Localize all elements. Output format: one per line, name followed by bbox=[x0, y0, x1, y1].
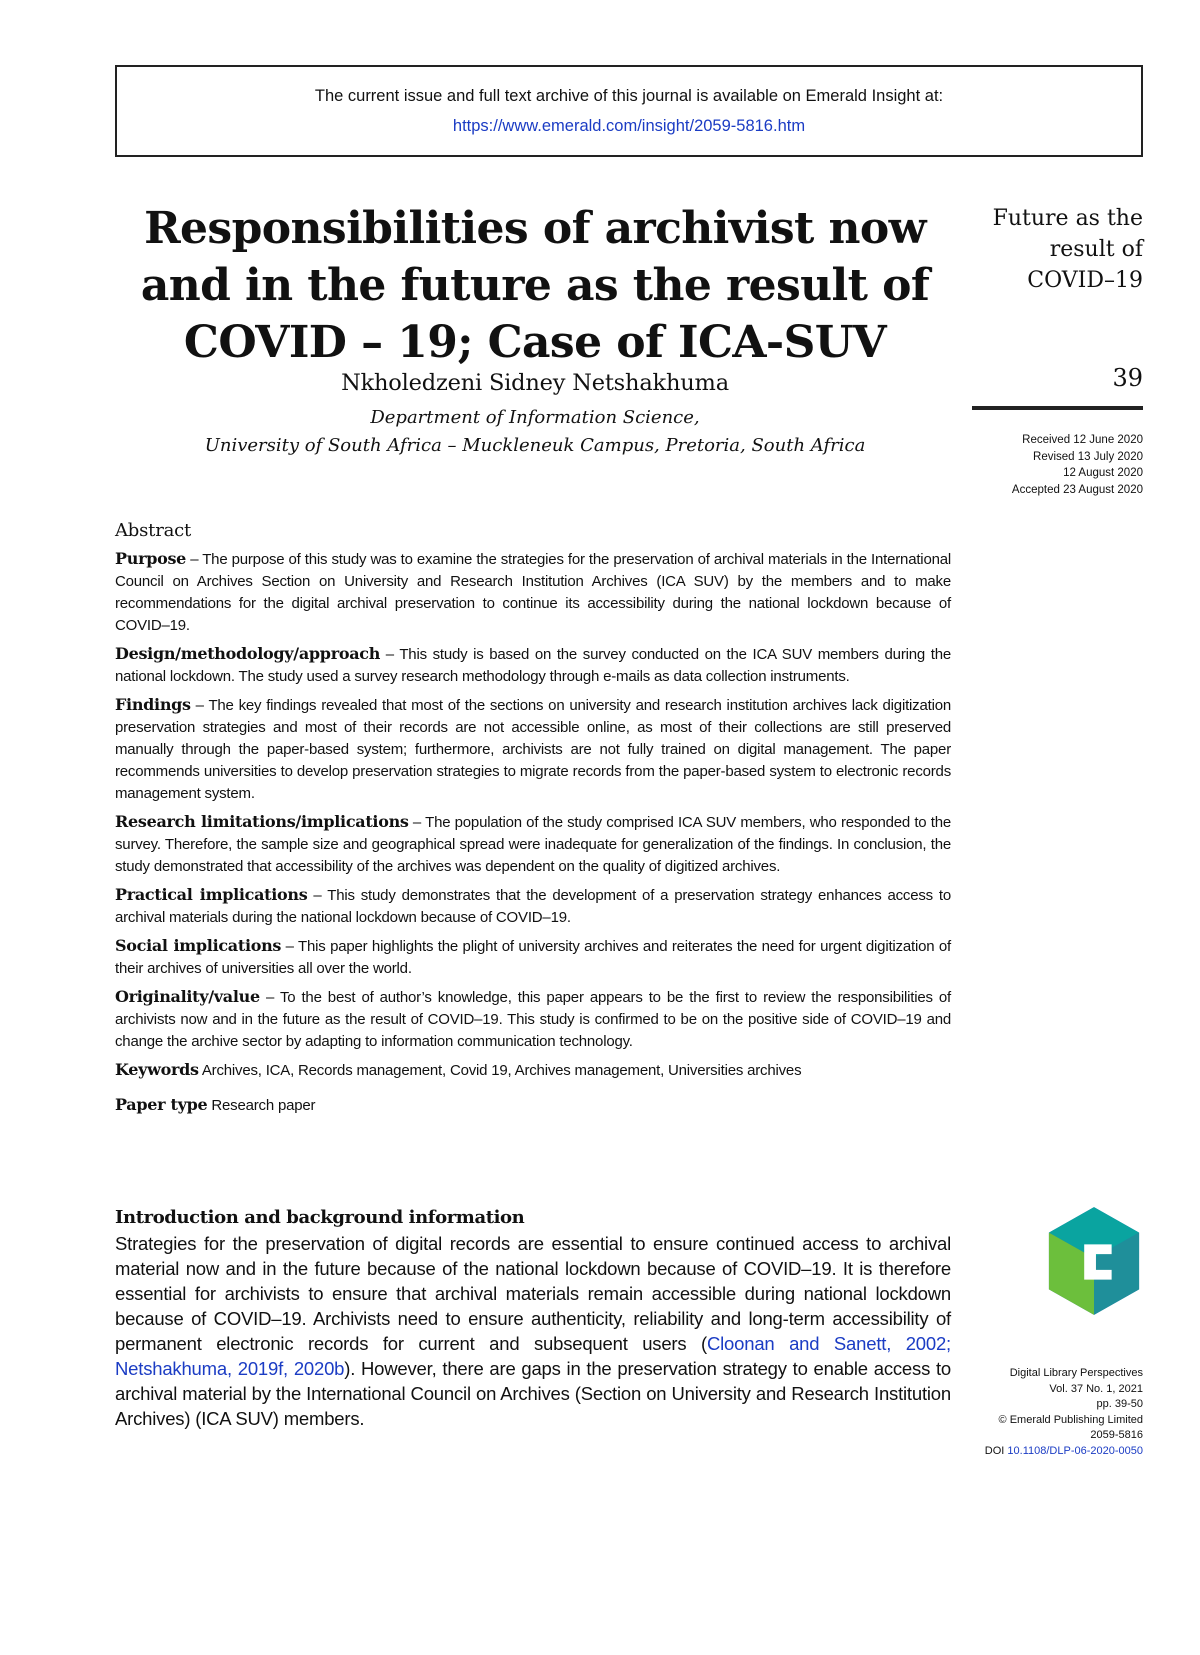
abstract-label: Originality/value bbox=[115, 987, 260, 1006]
author-name: Nkholedzeni Sidney Netshakhuma bbox=[341, 370, 729, 396]
article-history-dates bbox=[960, 432, 1143, 498]
page-number: 39 bbox=[1112, 364, 1143, 392]
revised-date-2: 12 August 2020 bbox=[1063, 467, 1143, 479]
abstract bbox=[115, 520, 951, 1123]
keywords-label: Keywords bbox=[115, 1060, 199, 1079]
doi bbox=[960, 1444, 1143, 1460]
abstract-section-purpose: Purpose – The purpose of this study was to examine the strategies for the preservation of archival materials in the International Council on Archives Section on University and Research Institution Archives (ICA SUV) by the members and to make recommendations for the digital archival preservation to continue its accessibility during the national lockdown because of COVID–19. bbox=[115, 549, 951, 634]
journal-name: Digital Library Perspectives bbox=[1009, 1367, 1143, 1379]
running-head-line: result of bbox=[1049, 237, 1143, 262]
abstract-text: The population of the study comprised ICA SUV members, who responded to the survey. Therefore, the sample size and geographical spread were inadequate for generalization of the findings. In conclusion, the study demonstrated that accessibility of the archives was dependent on the quality of digitized archives. bbox=[115, 814, 951, 875]
abstract-label: Social implications bbox=[115, 936, 282, 955]
section-heading: Introduction and background information bbox=[115, 1207, 525, 1228]
journal-information bbox=[960, 1366, 1143, 1459]
journal-availability-notice bbox=[115, 65, 1143, 157]
notice-text: The current issue and full text archive of this journal is available on Emerald Insight at: bbox=[314, 87, 944, 105]
abstract-text: This paper highlights the plight of university archives and reiterates the need for urgent digitization of their archives of universities all over the world. bbox=[115, 938, 951, 977]
sidebar-divider bbox=[972, 406, 1143, 410]
abstract-text: The purpose of this study was to examine the strategies for the preservation of archival materials in the International Council on Archives Section on University and Research Institution Archives (ICA SUV) by the members and to make recommendations for the digital archival preservation to continue its accessibility during the national lockdown because of COVID–19. bbox=[115, 551, 951, 634]
citation-link[interactable]: Cloonan and Sanett, 2002; Netshakhuma, 2019f, 2020b bbox=[115, 1333, 952, 1379]
paper-type-text: Research paper bbox=[211, 1097, 316, 1114]
emerald-logo-icon bbox=[1045, 1205, 1143, 1317]
introduction-section bbox=[115, 1205, 951, 1431]
abstract-text: The key findings revealed that most of the sections on university and research institution archives lack digitization preservation strategies and most of their records are not accessible online, as most of their collections are still preserved manually through the paper-based system; furthermore, archivists are not fully trained on digital management. The paper recommends universities to develop preservation strategies to migrate records from the paper-based system to electronic records management system. bbox=[115, 697, 951, 802]
paper-title: Responsibilities of archivist now and in the future as the result of COVID – 19; Case of ICA-SUV bbox=[140, 203, 930, 368]
received-date: Received 12 June 2020 bbox=[1022, 434, 1143, 446]
abstract-section-social: Social implications – This paper highlights the plight of university archives and reiterates the need for urgent digitization of their archives of universities all over the world. bbox=[115, 936, 951, 977]
body-paragraph: Strategies for the preservation of digital records are essential to ensure continued access to archival material now and in the future because of the national lockdown because of COVID–19. It is therefore essential for archivists to ensure that archival materials remain accessible during national lockdown because of COVID–19. Archivists need to ensure authenticity, reliability and long-term accessibility of permanent electronic records for current and subsequent users (Cloonan and Sanett, 2002; Netshakhuma, 2019f, 2020b). However, there are gaps in the preservation strategy to enable access to archival material by the International Council on Archives (Section on University and Research Institution Archives) (ICA SUV) members. bbox=[115, 1233, 952, 1429]
abstract-text: This study is based on the survey conducted on the ICA SUV members during the national lockdown. The study used a survey research methodology through e-mails as data collection instruments. bbox=[115, 646, 951, 685]
abstract-label: Design/methodology/approach bbox=[115, 644, 381, 663]
publisher: © Emerald Publishing Limited bbox=[998, 1413, 1143, 1426]
abstract-section-findings: Findings – The key findings revealed that most of the sections on university and research institution archives lack digitization preservation strategies and most of their records are not accessible online, as most of their collections are still preserved manually through the paper-based system; furthermore, archivists are not fully trained on digital management. The paper recommends universities to develop preservation strategies to migrate records from the paper-based system to electronic records management system. bbox=[115, 695, 951, 802]
abstract-label: Practical implications bbox=[115, 885, 308, 904]
abstract-label: Findings bbox=[115, 695, 191, 714]
journal-pages: pp. 39-50 bbox=[1096, 1398, 1143, 1410]
abstract-text: To the best of author’s knowledge, this paper appears to be the first to review the responsibilities of archivists now and in the future as the result of COVID–19. This study is confirmed to be on the positive side of COVID–19 and change the archive sector by adapting to information communication technology. bbox=[115, 989, 952, 1050]
paper-type-label: Paper type bbox=[115, 1095, 208, 1114]
abstract-section-practical: Practical implications – This study demonstrates that the development of a preservation strategy enhances access to archival materials during the national lockdown because of COVID–19. bbox=[115, 885, 952, 926]
affiliation-department: Department of Information Science, bbox=[370, 407, 700, 428]
abstract-label: Research limitations/implications bbox=[115, 812, 409, 831]
journal-link[interactable]: https://www.emerald.com/insight/2059-5816.htm bbox=[452, 117, 806, 135]
abstract-text: This study demonstrates that the development of a preservation strategy enhances access to archival materials during the national lockdown because of COVID–19. bbox=[115, 887, 952, 926]
paper-type bbox=[115, 1094, 951, 1117]
revised-date: Revised 13 July 2020 bbox=[1033, 450, 1143, 463]
doi-link[interactable]: 10.1108/DLP-06-2020-0050 bbox=[1007, 1444, 1143, 1457]
running-head bbox=[960, 203, 1143, 296]
abstract-section-design: Design/methodology/approach – This study is based on the survey conducted on the ICA SUV members during the national lockdown. The study used a survey research methodology through e-mails as data collection instruments. bbox=[115, 644, 951, 685]
keywords bbox=[115, 1059, 951, 1082]
issn: 2059-5816 bbox=[1090, 1429, 1143, 1441]
abstract-heading: Abstract bbox=[115, 520, 192, 541]
abstract-section-originality: Originality/value – To the best of author’s knowledge, this paper appears to be the first to review the responsibilities of archivists now and in the future as the result of COVID–19. This study is confirmed to be on the positive side of COVID–19 and change the archive sector by adapting to information communication technology. bbox=[115, 987, 952, 1050]
running-head-line: Future as the bbox=[992, 206, 1143, 231]
journal-volume: Vol. 37 No. 1, 2021 bbox=[1049, 1382, 1143, 1395]
accepted-date: Accepted 23 August 2020 bbox=[1011, 483, 1143, 496]
keywords-text: Archives, ICA, Records management, Covid 19, Archives management, Universities archives bbox=[201, 1062, 802, 1079]
author-affiliation bbox=[120, 404, 950, 460]
abstract-section-limitations: Research limitations/implications – The population of the study comprised ICA SUV members, who responded to the survey. Therefore, the sample size and geographical spread were inadequate for generalization of the findings. In conclusion, the study demonstrated that accessibility of the archives was dependent on the quality of digitized archives. bbox=[115, 812, 951, 875]
doi-label: DOI bbox=[984, 1444, 1005, 1457]
affiliation-university: University of South Africa – Muckleneuk Campus, Pretoria, South Africa bbox=[204, 435, 866, 456]
abstract-label: Purpose bbox=[115, 549, 187, 568]
running-head-line: COVID–19 bbox=[1027, 268, 1143, 293]
